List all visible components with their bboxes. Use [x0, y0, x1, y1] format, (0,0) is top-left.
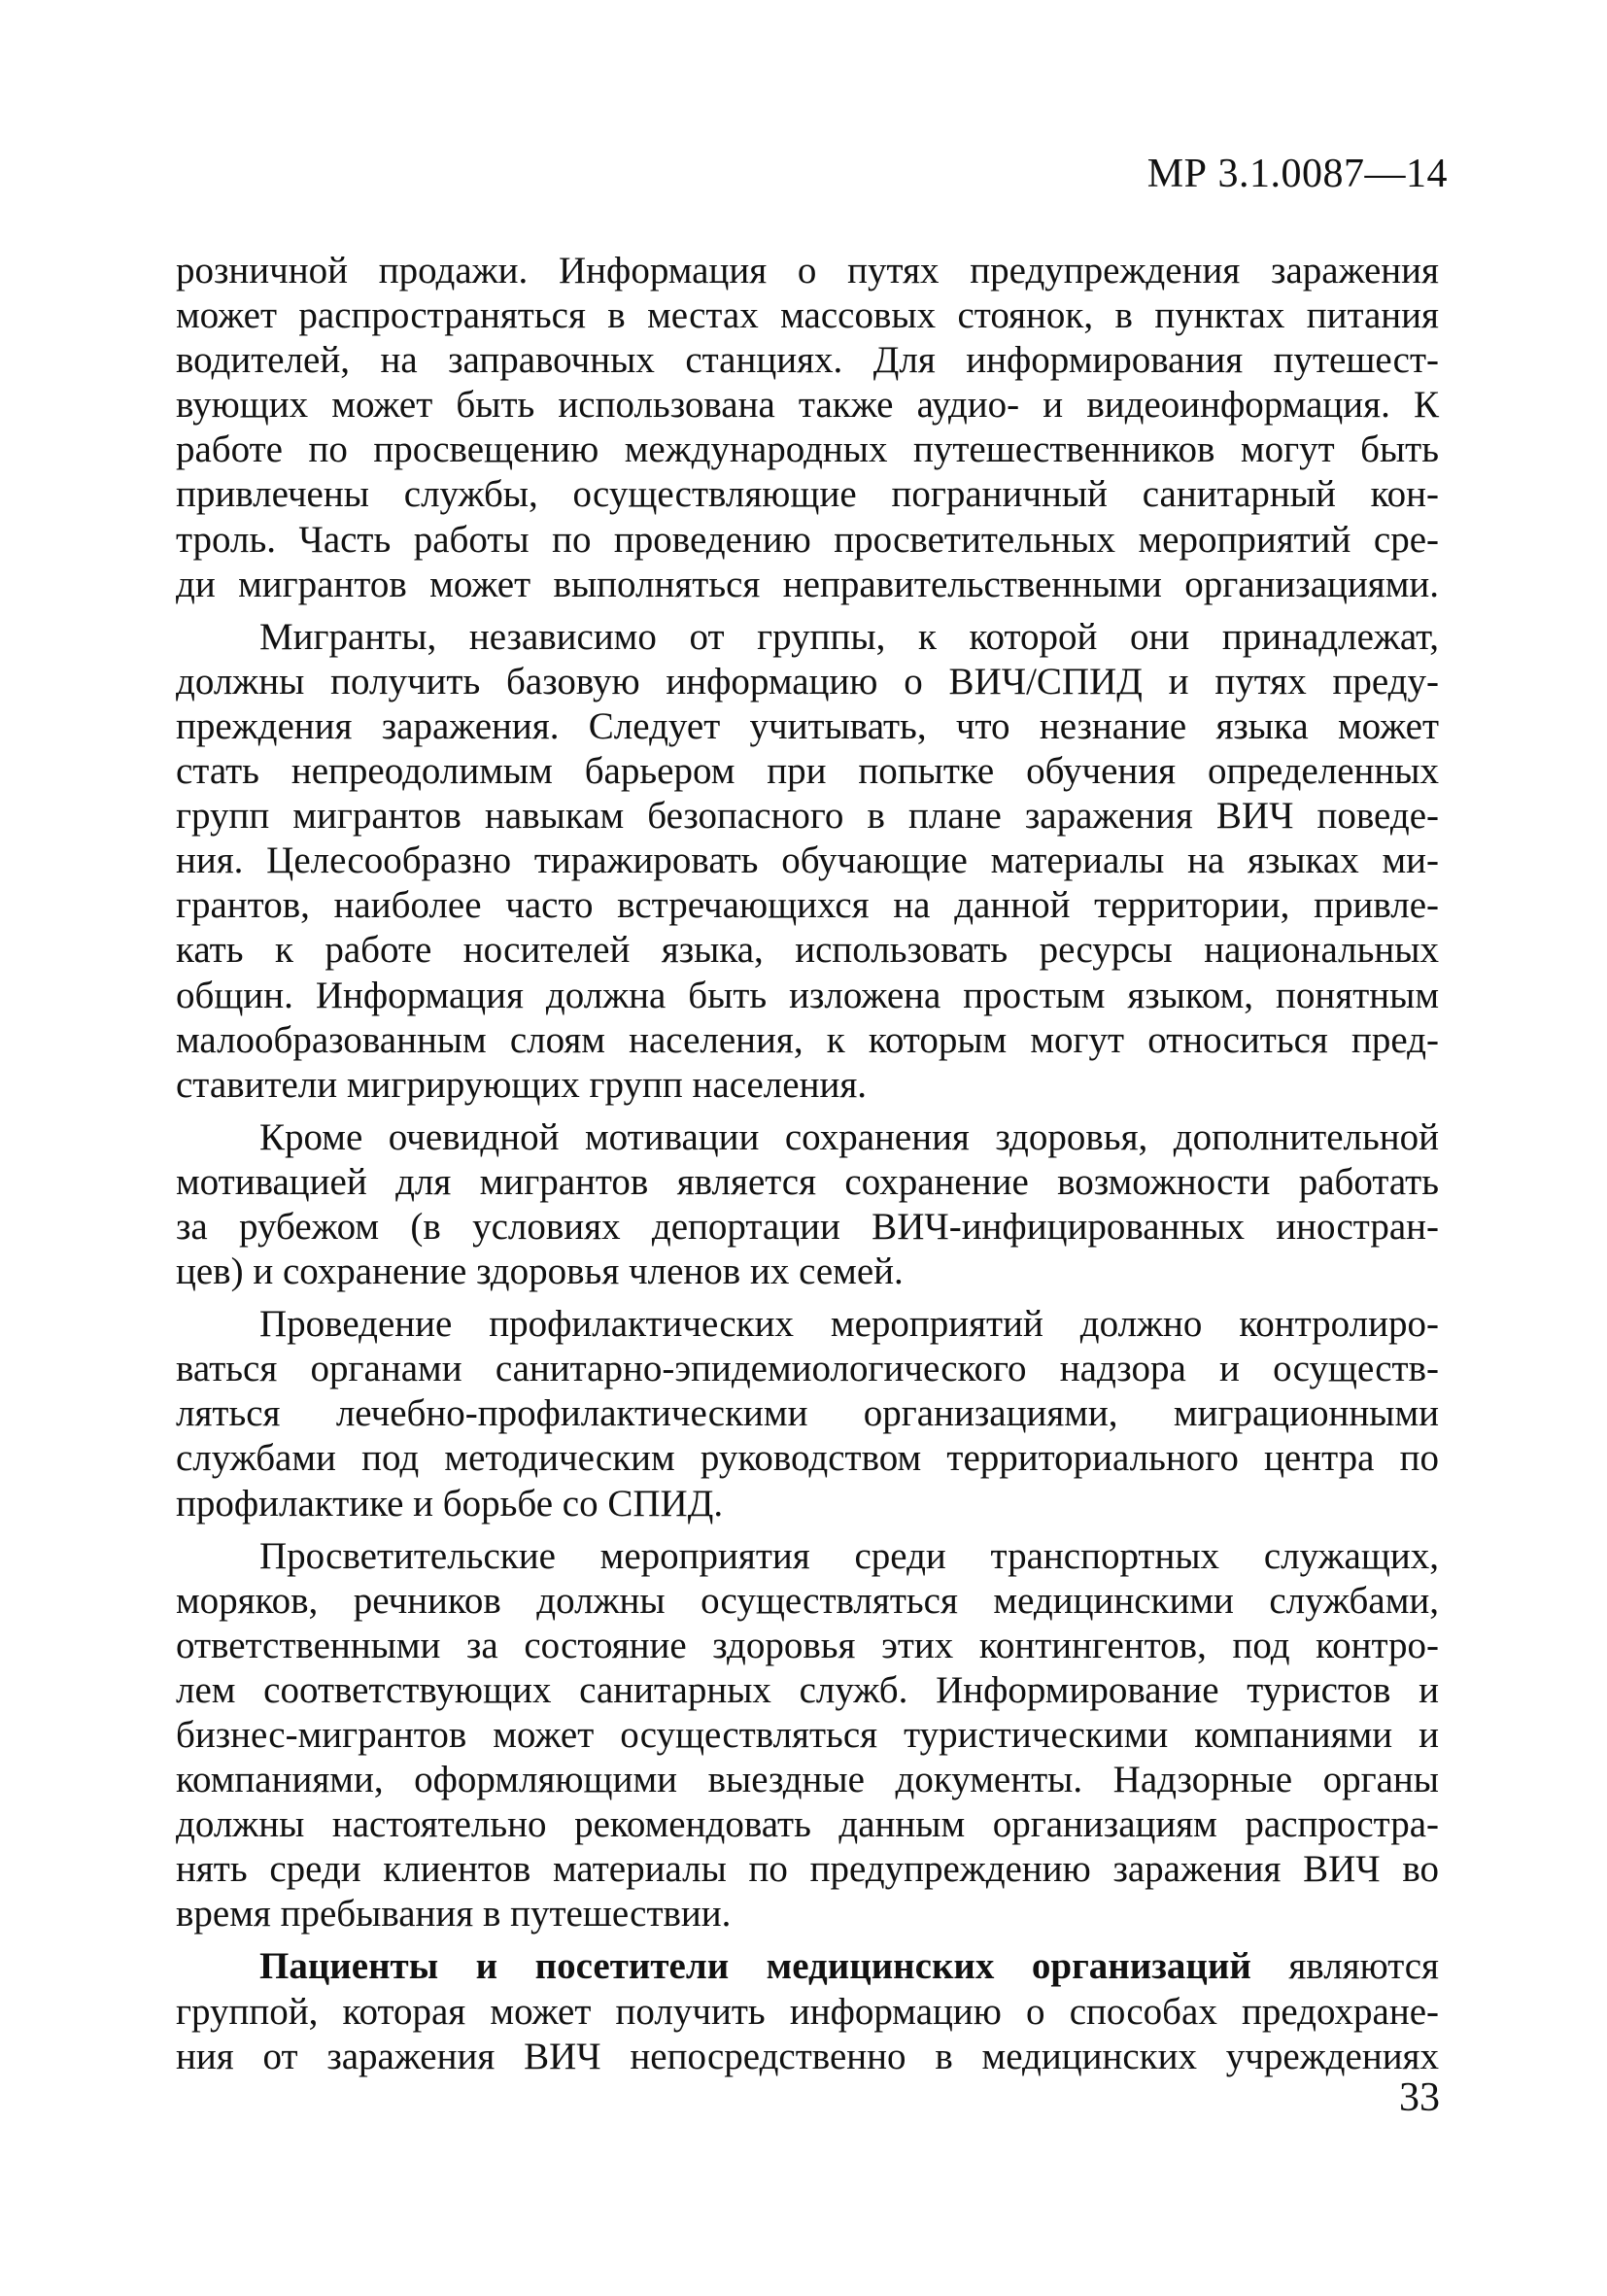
text-line: групп мигрантов навыкам безопасного в плане заражения ВИЧ поведе-: [176, 795, 1439, 838]
text-line: стать непреодолимым барьером при попытке обучения определенных: [176, 750, 1439, 793]
text-line: моряков, речников должны осуществляться медицинскими службами,: [176, 1579, 1439, 1622]
paragraph-2: [176, 615, 1439, 1108]
text-line: общин. Информация должна быть изложена простым языком, понятным: [176, 974, 1439, 1016]
text-line: нять среди клиентов материалы по предупреждению заражения ВИЧ во: [176, 1848, 1439, 1891]
paragraph-6: [176, 1944, 1439, 2078]
text-line: цев) и сохранение здоровья членов их семей.: [176, 1251, 904, 1293]
text-line: троль. Часть работы по проведению просветительных мероприятий сре-: [176, 518, 1439, 561]
bold-lead-term: Пациенты и посетители медицинских организаций: [259, 1945, 1251, 1988]
text-line: компаниями, оформляющими выездные документы. Надзорные органы: [176, 1759, 1439, 1801]
paragraph-5: [176, 1534, 1439, 1937]
text-line: лем соответствующих санитарных служб. Информирование туристов и: [176, 1668, 1439, 1711]
text-line: за рубежом (в условиях депортации ВИЧ-инфицированных иностран-: [176, 1205, 1439, 1248]
text-line: время пребывания в путешествии.: [176, 1893, 732, 1936]
text-line: кать к работе носителей языка, использовать ресурсы национальных: [176, 929, 1439, 972]
text-line: должны настоятельно рекомендовать данным организациям распростра-: [176, 1803, 1439, 1846]
text-line: ния. Целесообразно тиражировать обучающие материалы на языках ми-: [176, 840, 1439, 882]
text-line: ния от заражения ВИЧ непосредственно в медицинских учреждениях: [176, 2035, 1439, 2077]
text-line: вующих может быть использована также аудио- и видеоинформация. К: [176, 384, 1439, 427]
text-line: розничной продажи. Информация о путях предупреждения заражения: [176, 250, 1439, 291]
text-line: ди мигрантов может выполняться неправительственными организациями.: [176, 563, 1439, 605]
text-line: Мигранты, независимо от группы, к которой они принадлежат,: [259, 615, 1439, 658]
text-line: должны получить базовую информацию о ВИЧ/СПИД и путях преду-: [176, 660, 1439, 703]
text-line: работе по просвещению международных путешественников могут быть: [176, 428, 1439, 471]
text-line: может распространяться в местах массовых стоянок, в пунктах питания: [176, 294, 1439, 337]
text-line: ляться лечебно-профилактическими организациями, миграционными: [176, 1392, 1439, 1435]
text-line: ставители мигрирующих групп населения.: [176, 1063, 868, 1106]
text-line: водителей, на заправочных станциях. Для информирования путешест-: [176, 339, 1439, 382]
text-line: привлечены службы, осуществляющие пограничный санитарный кон-: [176, 473, 1439, 516]
text-line: ваться органами санитарно-эпидемиологического надзора и осуществ-: [176, 1348, 1439, 1390]
paragraph-4: [176, 1302, 1439, 1525]
text-line: службами под методическим руководством территориального центра по: [176, 1437, 1439, 1480]
text-line: группой, которая может получить информацию о способах предохране-: [176, 1990, 1439, 2033]
text-line: мотивацией для мигрантов является сохранение возможности работать: [176, 1160, 1439, 1203]
text-line: ответственными за состояние здоровья этих контингентов, под контро-: [176, 1624, 1439, 1666]
text-line: Кроме очевидной мотивации сохранения здоровья, дополнительной: [259, 1115, 1439, 1158]
text-line: грантов, наиболее часто встречающихся на данной территории, привле-: [176, 884, 1439, 927]
text-line: [176, 1944, 1439, 1989]
text-line: Просветительские мероприятия среди транспортных служащих,: [259, 1534, 1439, 1577]
text-fragment: являются: [1250, 1945, 1439, 1988]
text-line: малообразованным слоям населения, к которым могут относиться пред-: [176, 1018, 1439, 1061]
text-line: профилактике и борьбе со СПИД.: [176, 1482, 724, 1525]
text-line: бизнес-мигрантов может осуществляться туристическими компаниями и: [176, 1714, 1439, 1756]
text-line: преждения заражения. Следует учитывать, что незнание языка может: [176, 704, 1439, 747]
page-number: 33: [1399, 2075, 1440, 2120]
paragraph-1: [176, 249, 1439, 607]
body-text: [176, 249, 1439, 2079]
document-code-header: МР 3.1.0087—14: [1146, 152, 1448, 196]
text-line: Проведение профилактических мероприятий должно контролиро-: [259, 1303, 1439, 1346]
paragraph-3: [176, 1115, 1439, 1294]
